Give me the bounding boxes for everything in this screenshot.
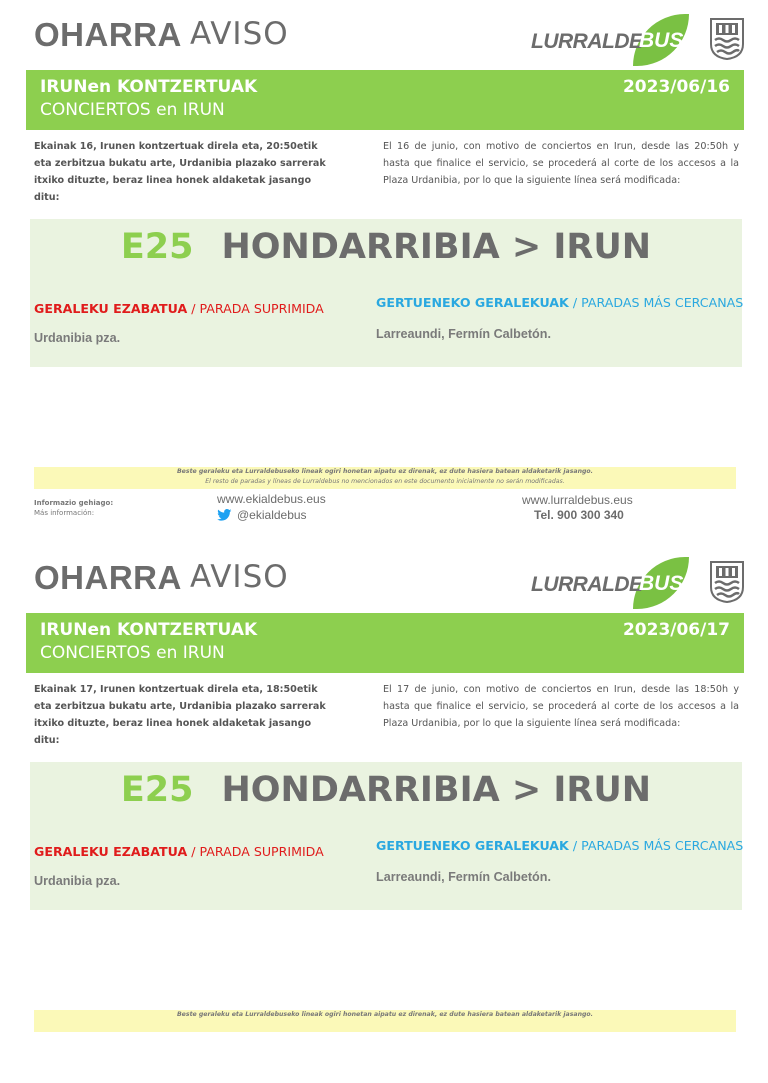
logo-accent-text: BUS [639,572,684,595]
description-eu: Ekainak 17, Irunen kontzertuak direla eta, 18:50etik eta zerbitzua bukatu arte, Urdanibia plazako sarrerak itxiko dituzte, beraz linea honek aldaketak jasango ditu: [34,684,326,746]
description-eu: Ekainak 16, Irunen kontzertuak direla eta, 20:50etik eta zerbitzua bukatu arte, Urdanibia plazako sarrerak itxiko dituzte, beraz linea honek aldaketak jasango ditu: [34,141,326,203]
removed-label-es: PARADA SUPRIMIDA [199,301,324,316]
footnote-eu: Beste geraleku eta Lurraldebuseko lineak ogiri honetan aipatu ez direnak, ez dute hasiera batean aldaketarik jasango. [176,1011,594,1018]
nearest-label-es: PARADAS MÁS CERCANAS [581,295,744,310]
removed-label-separator: / [191,301,196,316]
removed-label-eu: GERALEKU EZABATUA [34,844,188,859]
notice-title-eu: OHARRA [34,16,182,53]
banner-title-eu: IRUNen KONTZERTUAK [40,620,258,640]
more-info-label-eu: Informazio gehiago: [34,499,114,507]
more-info-label [34,498,113,518]
footnote [34,1010,736,1032]
removed-stop-name: Urdanibia pza. [34,874,121,888]
footnote-es: El resto de paradas y líneas de Lurraldebus no mencionados en este documento inicialmente no serán modificadas. [205,478,565,485]
more-info-label-es: Más información: [34,509,95,517]
route-name: HONDARRIBIA > IRUN [221,227,652,267]
lurraldebus-logo [528,14,688,68]
footnote [34,467,736,489]
logo-accent-text: BUS [639,29,684,52]
nearest-stops-names: Larreaundi, Fermín Calbetón. [376,327,551,341]
notice-2023-06-16 [0,0,768,540]
footnote-eu: Beste geraleku eta Lurraldebuseko lineak ogiri honetan aipatu ez direnak, ez dute hasiera batean aldaketarik jasango. [176,468,594,475]
logo-text: LURRALDE [531,30,643,53]
description-es: El 17 de junio, con motivo de conciertos en Irun, desde las 18:50h y hasta que finalice el servicio, se procederá al corte de los accesos a la Plaza Urdanibia, por lo que la siguiente línea será modificada: [383,684,739,729]
nearest-label-es: PARADAS MÁS CERCANAS [581,838,744,853]
phone-number[interactable]: Tel. 900 300 340 [534,508,624,522]
banner-title-eu: IRUNen KONTZERTUAK [40,77,258,97]
banner-title-es: CONCIERTOS en IRUN [40,100,225,120]
description-es: El 16 de junio, con motivo de conciertos en Irun, desde las 20:50h y hasta que finalice el servicio, se procederá al corte de los accesos a la Plaza Urdanibia, por lo que la siguiente línea será modificada: [383,141,739,186]
notice-title-eu: OHARRA [34,559,182,596]
banner-date: 2023/06/17 [622,620,730,640]
nearest-label-separator: / [572,295,578,310]
nearest-label-eu: GERTUENEKO GERALEKUAK [376,838,569,853]
lurraldebus-logo [528,557,688,611]
route-title [30,227,742,267]
route-change-box [30,219,742,367]
gipuzkoa-crest-icon [710,18,744,60]
twitter-bird-icon [217,509,232,521]
notice-title-es: AVISO [190,559,289,595]
banner-date: 2023/06/16 [622,77,730,97]
banner-title-es: CONCIERTOS en IRUN [40,643,225,663]
nearest-label-eu: GERTUENEKO GERALEKUAK [376,295,569,310]
route-code: E25 [120,770,194,810]
logo-text: LURRALDE [531,573,643,596]
notice-title-es: AVISO [190,16,289,52]
gipuzkoa-crest-icon [710,561,744,603]
route-title [30,770,742,810]
removed-label-es: PARADA SUPRIMIDA [199,844,324,859]
nearest-label-separator: / [572,838,578,853]
removed-stop-heading [34,301,324,316]
nearest-stops-names: Larreaundi, Fermín Calbetón. [376,870,551,884]
removed-label-separator: / [191,844,196,859]
twitter-handle-link[interactable] [217,508,307,522]
route-name: HONDARRIBIA > IRUN [221,770,652,810]
nearest-stops-heading [376,295,743,310]
removed-label-eu: GERALEKU EZABATUA [34,301,188,316]
twitter-handle: @ekialdebus [237,508,307,522]
route-code: E25 [120,227,194,267]
removed-stop-name: Urdanibia pza. [34,331,121,345]
notice-2023-06-17 [0,543,768,1083]
event-banner [26,70,744,130]
ekialdebus-website-link[interactable]: www.ekialdebus.eus [217,492,326,506]
removed-stop-heading [34,844,324,859]
nearest-stops-heading [376,838,743,853]
event-banner [26,613,744,673]
lurraldebus-website-link[interactable]: www.lurraldebus.eus [522,493,633,507]
route-change-box [30,762,742,910]
